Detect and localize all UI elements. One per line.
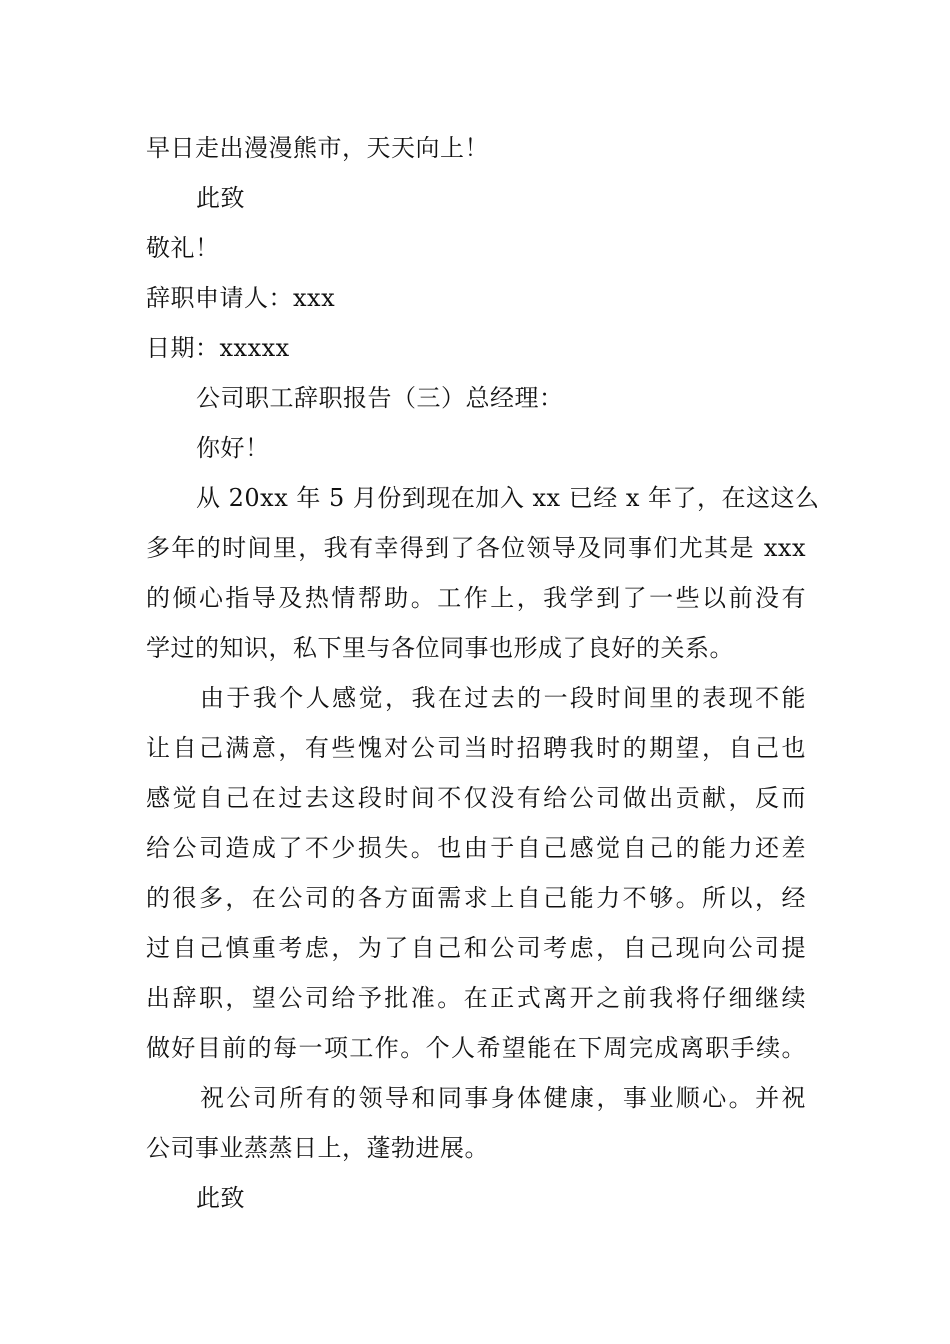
- paragraph-line: 多年的时间里，我有幸得到了各位领导及同事们尤其是 xxx: [146, 534, 806, 562]
- report-heading: 公司职工辞职报告（三）总经理：: [196, 384, 564, 412]
- paragraph-line: 的很多，在公司的各方面需求上自己能力不够。所以，经: [146, 884, 806, 912]
- paragraph-line: 出辞职，望公司给予批准。在正式离开之前我将仔细继续: [146, 984, 806, 1012]
- paragraph-line: 由于我个人感觉，我在过去的一段时间里的表现不能: [200, 684, 806, 712]
- closing-salutation: 此致: [196, 184, 245, 212]
- paragraph-line: 学过的知识，私下里与各位同事也形成了良好的关系。: [146, 634, 734, 662]
- paragraph-line: 感觉自己在过去这段时间不仅没有给公司做出贡献，反而: [146, 784, 806, 812]
- paragraph-line: 让自己满意，有些愧对公司当时招聘我时的期望，自己也: [146, 734, 806, 762]
- paragraph-line: 祝公司所有的领导和同事身体健康，事业顺心。并祝: [200, 1084, 806, 1112]
- paragraph-line: 给公司造成了不少损失。也由于自己感觉自己的能力还差: [146, 834, 806, 862]
- text-line: 早日走出漫漫熊市，天天向上！: [146, 134, 489, 162]
- greeting: 你好！: [196, 434, 270, 462]
- date-line: 日期：xxxxx: [146, 334, 290, 362]
- closing-salutation: 此致: [196, 1184, 245, 1212]
- applicant-line: 辞职申请人：xxx: [146, 284, 336, 312]
- paragraph-line: 从 20xx 年 5 月份到现在加入 xx 已经 x 年了，在这这么: [196, 484, 820, 512]
- paragraph-line: 公司事业蒸蒸日上，蓬勃进展。: [146, 1134, 489, 1162]
- paragraph-line: 做好目前的每一项工作。个人希望能在下周完成离职手续。: [146, 1034, 806, 1062]
- paragraph-line: 过自己慎重考虑，为了自己和公司考虑，自己现向公司提: [146, 934, 806, 962]
- closing-regards: 敬礼！: [146, 234, 220, 262]
- paragraph-line: 的倾心指导及热情帮助。工作上，我学到了一些以前没有: [146, 584, 806, 612]
